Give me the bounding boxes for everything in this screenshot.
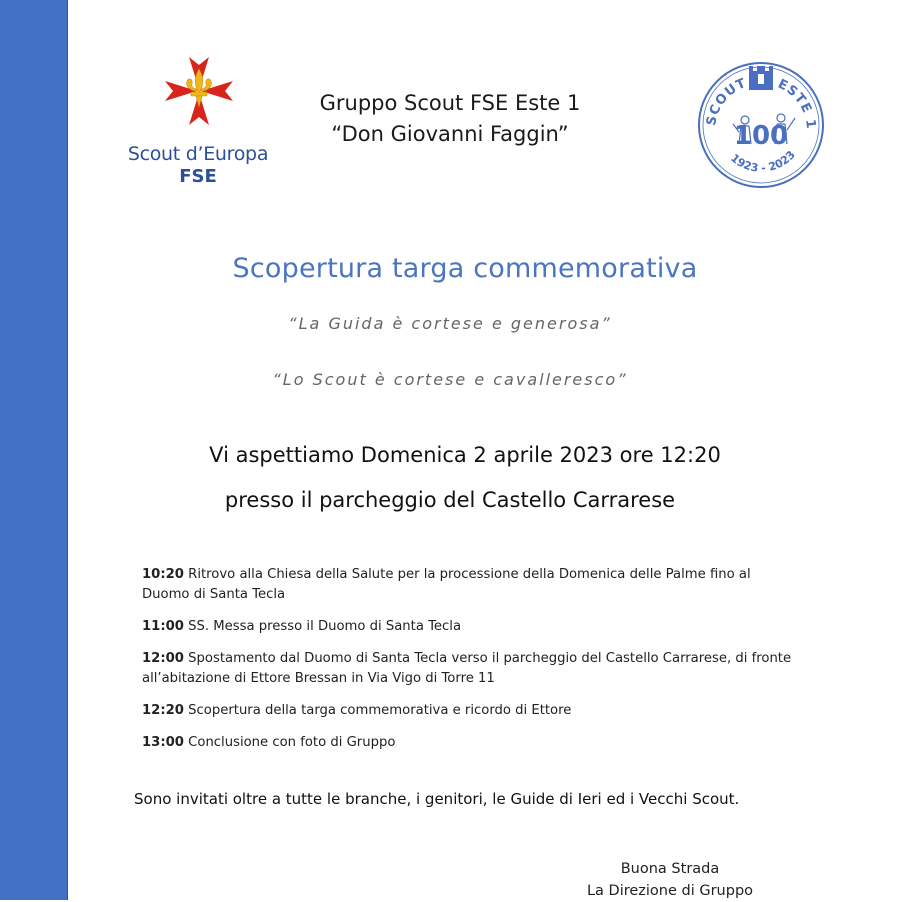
schedule-time: 11:00 xyxy=(142,619,184,634)
invitation-note: Sono invitati oltre a tutte le branche, i genitori, le Guide di Ieri ed i Vecchi Scout. xyxy=(134,790,740,808)
badge-number: 100 xyxy=(733,121,789,151)
schedule-item xyxy=(142,733,792,753)
group-name: Gruppo Scout FSE Este 1 xyxy=(319,91,581,115)
invite-date: Vi aspettiamo Domenica 2 aprile 2023 ore 12:20 xyxy=(209,443,721,467)
badge-years: 1923 - 2023 xyxy=(728,148,798,175)
guide-motto: “La Guida è cortese e generosa” xyxy=(288,314,612,333)
schedule-time: 13:00 xyxy=(142,735,184,750)
fleur-de-lis-cross-icon xyxy=(163,55,235,127)
invite-location: presso il parcheggio del Castello Carrarese xyxy=(224,488,676,512)
signature-greeting: Buona Strada xyxy=(620,861,720,877)
schedule-text: SS. Messa presso il Duomo di Santa Tecla xyxy=(183,619,462,634)
group-title xyxy=(270,88,630,150)
scout-europa-logo xyxy=(118,55,278,195)
schedule-time: 12:00 xyxy=(142,651,184,666)
schedule-item xyxy=(142,565,792,605)
schedule-list xyxy=(142,565,792,765)
schedule-time: 10:20 xyxy=(142,567,184,582)
brand-name: Scout d’Europa xyxy=(127,143,269,165)
badge-arc-right: ESTE 1 xyxy=(775,76,819,131)
centenary-badge-icon xyxy=(695,60,827,190)
group-dedication: “Don Giovanni Faggin” xyxy=(331,122,569,146)
schedule-item xyxy=(142,649,792,689)
scout-motto: “Lo Scout è cortese e cavalleresco” xyxy=(272,370,628,389)
schedule-text: Scopertura della targa commemorativa e ricordo di Ettore xyxy=(183,703,572,718)
brand-subtitle: FSE xyxy=(179,166,217,187)
left-color-bar xyxy=(0,0,68,900)
schedule-text: Spostamento dal Duomo di Santa Tecla verso il parcheggio del Castello Carrarese, di fronte all’abitazione di Ettore Bressan in Via Vigo di Torre 11 xyxy=(142,651,792,686)
event-title: Scopertura targa commemorativa xyxy=(232,253,698,284)
schedule-item xyxy=(142,701,792,721)
schedule-time: 12:20 xyxy=(142,703,184,718)
schedule-text: Ritrovo alla Chiesa della Salute per la processione della Domenica delle Palme fino al Duomo di Santa Tecla xyxy=(142,567,751,602)
schedule-text: Conclusione con foto di Gruppo xyxy=(183,735,396,750)
schedule-item xyxy=(142,617,792,637)
signature xyxy=(560,858,780,902)
badge-arc-left: SCOUT xyxy=(704,75,749,127)
centenary-badge xyxy=(695,60,827,194)
signature-author: La Direzione di Gruppo xyxy=(586,883,754,899)
